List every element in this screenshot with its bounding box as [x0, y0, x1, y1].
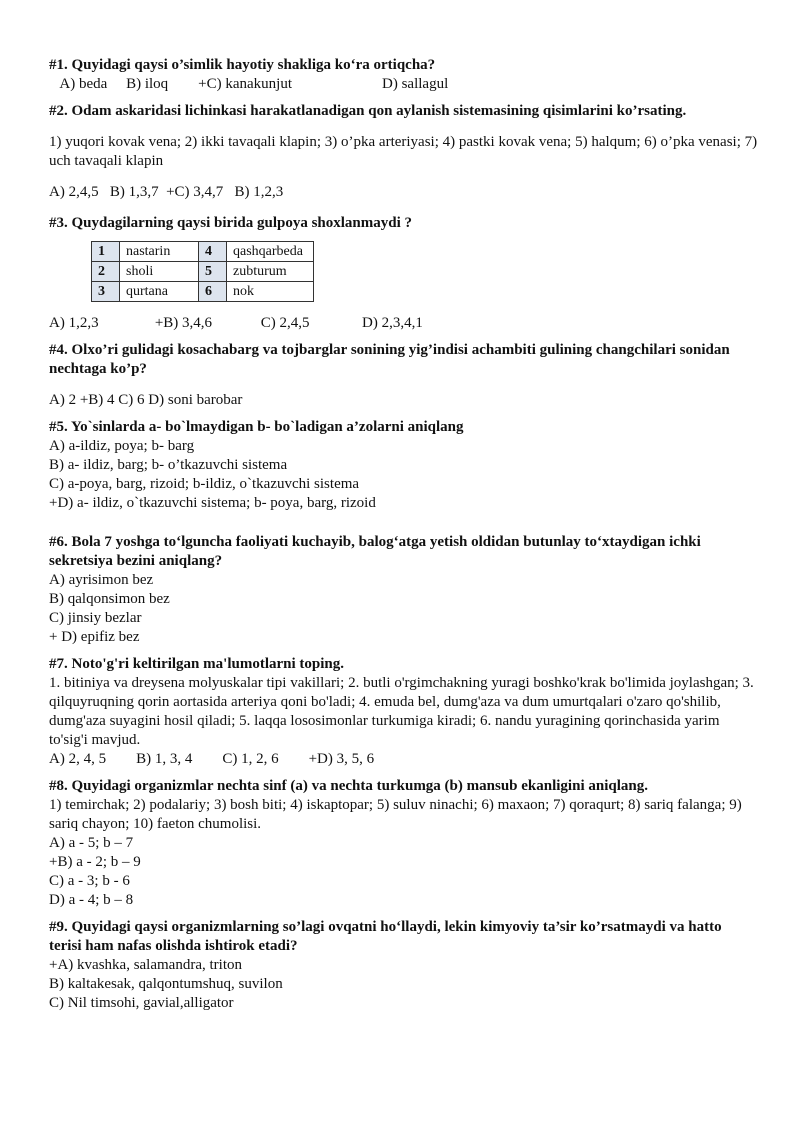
table-cell: sholi	[120, 262, 199, 282]
question-2-title: #2. Odam askaridasi lichinkasi harakatlanadigan qon aylanish sistemasining qisimlarini ko’rsating.	[49, 103, 687, 119]
table-cell: 6	[199, 282, 227, 302]
question-8-option: D) a - 4; b – 8	[49, 892, 134, 908]
question-9-title: #9. Quyidagi qaysi organizmlarning so’lagi ovqatni ho‘llaydi, lekin kimyoviy ta’sir ko’rsatmaydi va hatto terisi ham nafas olishda ishtirok etadi?	[49, 919, 722, 954]
question-6-option: C) jinsiy bezlar	[49, 610, 142, 626]
question-8-option: C) a - 3; b - 6	[49, 873, 130, 889]
question-9-option: +A) kvashka, salamandra, triton	[49, 957, 242, 973]
question-5-title: #5. Yo`sinlarda a- bo`lmaydigan b- bo`ladigan a’zolarni aniqlang	[49, 419, 464, 435]
question-3-answers: A) 1,2,3 +B) 3,4,6 C) 2,4,5 D) 2,3,4,1	[49, 315, 423, 331]
question-5-option: B) a- ildiz, barg; b- o’tkazuvchi sistema	[49, 457, 288, 473]
question-6-option: B) qalqonsimon bez	[49, 591, 170, 607]
question-7-text: 1. bitiniya va dreysena molyuskalar tipi vakillari; 2. butli o'rgimchakning yuragi boshko'krak bo'limida joylashgan; 3. qilquyruqning qorin aortasida arteriya qoni bo'ladi; 4. emuda bel, dumg'aza va dum umurtqalari o'zaro qo'shilib, dumg'aza suyagini hosil qiladi; 5. laqqa lososimonlar turkumiga kiradi; 6. nandu yuragining qorinchasida yarim to'sig'i mavjud.	[49, 675, 754, 748]
question-6-option: + D) epifiz bez	[49, 629, 140, 645]
question-7-answers: A) 2, 4, 5 B) 1, 3, 4 C) 1, 2, 6 +D) 3, 5, 6	[49, 751, 375, 767]
table-cell: 3	[92, 282, 120, 302]
question-7-title: #7. Noto'g'ri keltirilgan ma'lumotlarni toping.	[49, 656, 344, 672]
question-3-title: #3. Quydagilarning qaysi birida gulpoya shoxlanmaydi ?	[49, 215, 413, 231]
question-8-title: #8. Quyidagi organizmlar nechta sinf (a) va nechta turkumga (b) mansub ekanligini aniqlang.	[49, 778, 648, 794]
table-cell: qurtana	[120, 282, 199, 302]
question-5-option: A) a-ildiz, poya; b- barg	[49, 438, 195, 454]
question-6-option: A) ayrisimon bez	[49, 572, 154, 588]
question-4-title: #4. Olxo’ri gulidagi kosachabarg va tojbarglar sonining yig’indisi achambiti gulining changchilari sonidan nechtaga ko’p?	[49, 342, 730, 377]
question-4-answers: A) 2 +B) 4 C) 6 D) soni barobar	[49, 392, 243, 408]
question-8-option: +B) a - 2; b – 9	[49, 854, 141, 870]
table-cell: 2	[92, 262, 120, 282]
test-page	[49, 56, 759, 1013]
question-5-option: +D) a- ildiz, o`tkazuvchi sistema; b- poya, barg, rizoid	[49, 495, 376, 511]
question-3-table	[91, 241, 314, 302]
question-9-option: B) kaltakesak, qalqontumshuq, suvilon	[49, 976, 283, 992]
table-row	[92, 282, 314, 302]
table-cell: 5	[199, 262, 227, 282]
question-8-option: A) a - 5; b – 7	[49, 835, 134, 851]
question-6-title: #6. Bola 7 yoshga to‘lguncha faoliyati kuchayib, balog‘atga yetish oldidan butunlay to‘xtaydigan ichki sekretsiya bezini aniqlang?	[49, 534, 701, 569]
question-2-text: 1) yuqori kovak vena; 2) ikki tavaqali klapin; 3) o’pka arteriyasi; 4) pastki kovak vena; 5) halqum; 6) o’pka venasi; 7) uch tavaqali klapin	[49, 134, 758, 169]
table-cell: 4	[199, 242, 227, 262]
question-9-option: C) Nil timsohi, gavial,alligator	[49, 995, 234, 1011]
table-row	[92, 262, 314, 282]
table-cell: zubturum	[227, 262, 314, 282]
table-cell: qashqarbeda	[227, 242, 314, 262]
question-2-answers: A) 2,4,5 B) 1,3,7 +C) 3,4,7 B) 1,2,3	[49, 184, 284, 200]
question-1-answers: A) beda B) iloq +C) kanakunjut D) sallagul	[49, 76, 449, 92]
question-8-text: 1) temirchak; 2) podalariy; 3) bosh biti; 4) iskaptopar; 5) suluv ninachi; 6) maxaon; 7) qoraqurt; 8) sariq falanga; 9) sariq chayon; 10) faeton chumolisi.	[49, 797, 742, 832]
table-cell: nastarin	[120, 242, 199, 262]
table-cell: nok	[227, 282, 314, 302]
table-row	[92, 242, 314, 262]
table-cell: 1	[92, 242, 120, 262]
question-1-title: #1. Quyidagi qaysi o’simlik hayotiy shakliga ko‘ra ortiqcha?	[49, 57, 436, 73]
question-5-option: C) a-poya, barg, rizoid; b-ildiz, o`tkazuvchi sistema	[49, 476, 360, 492]
